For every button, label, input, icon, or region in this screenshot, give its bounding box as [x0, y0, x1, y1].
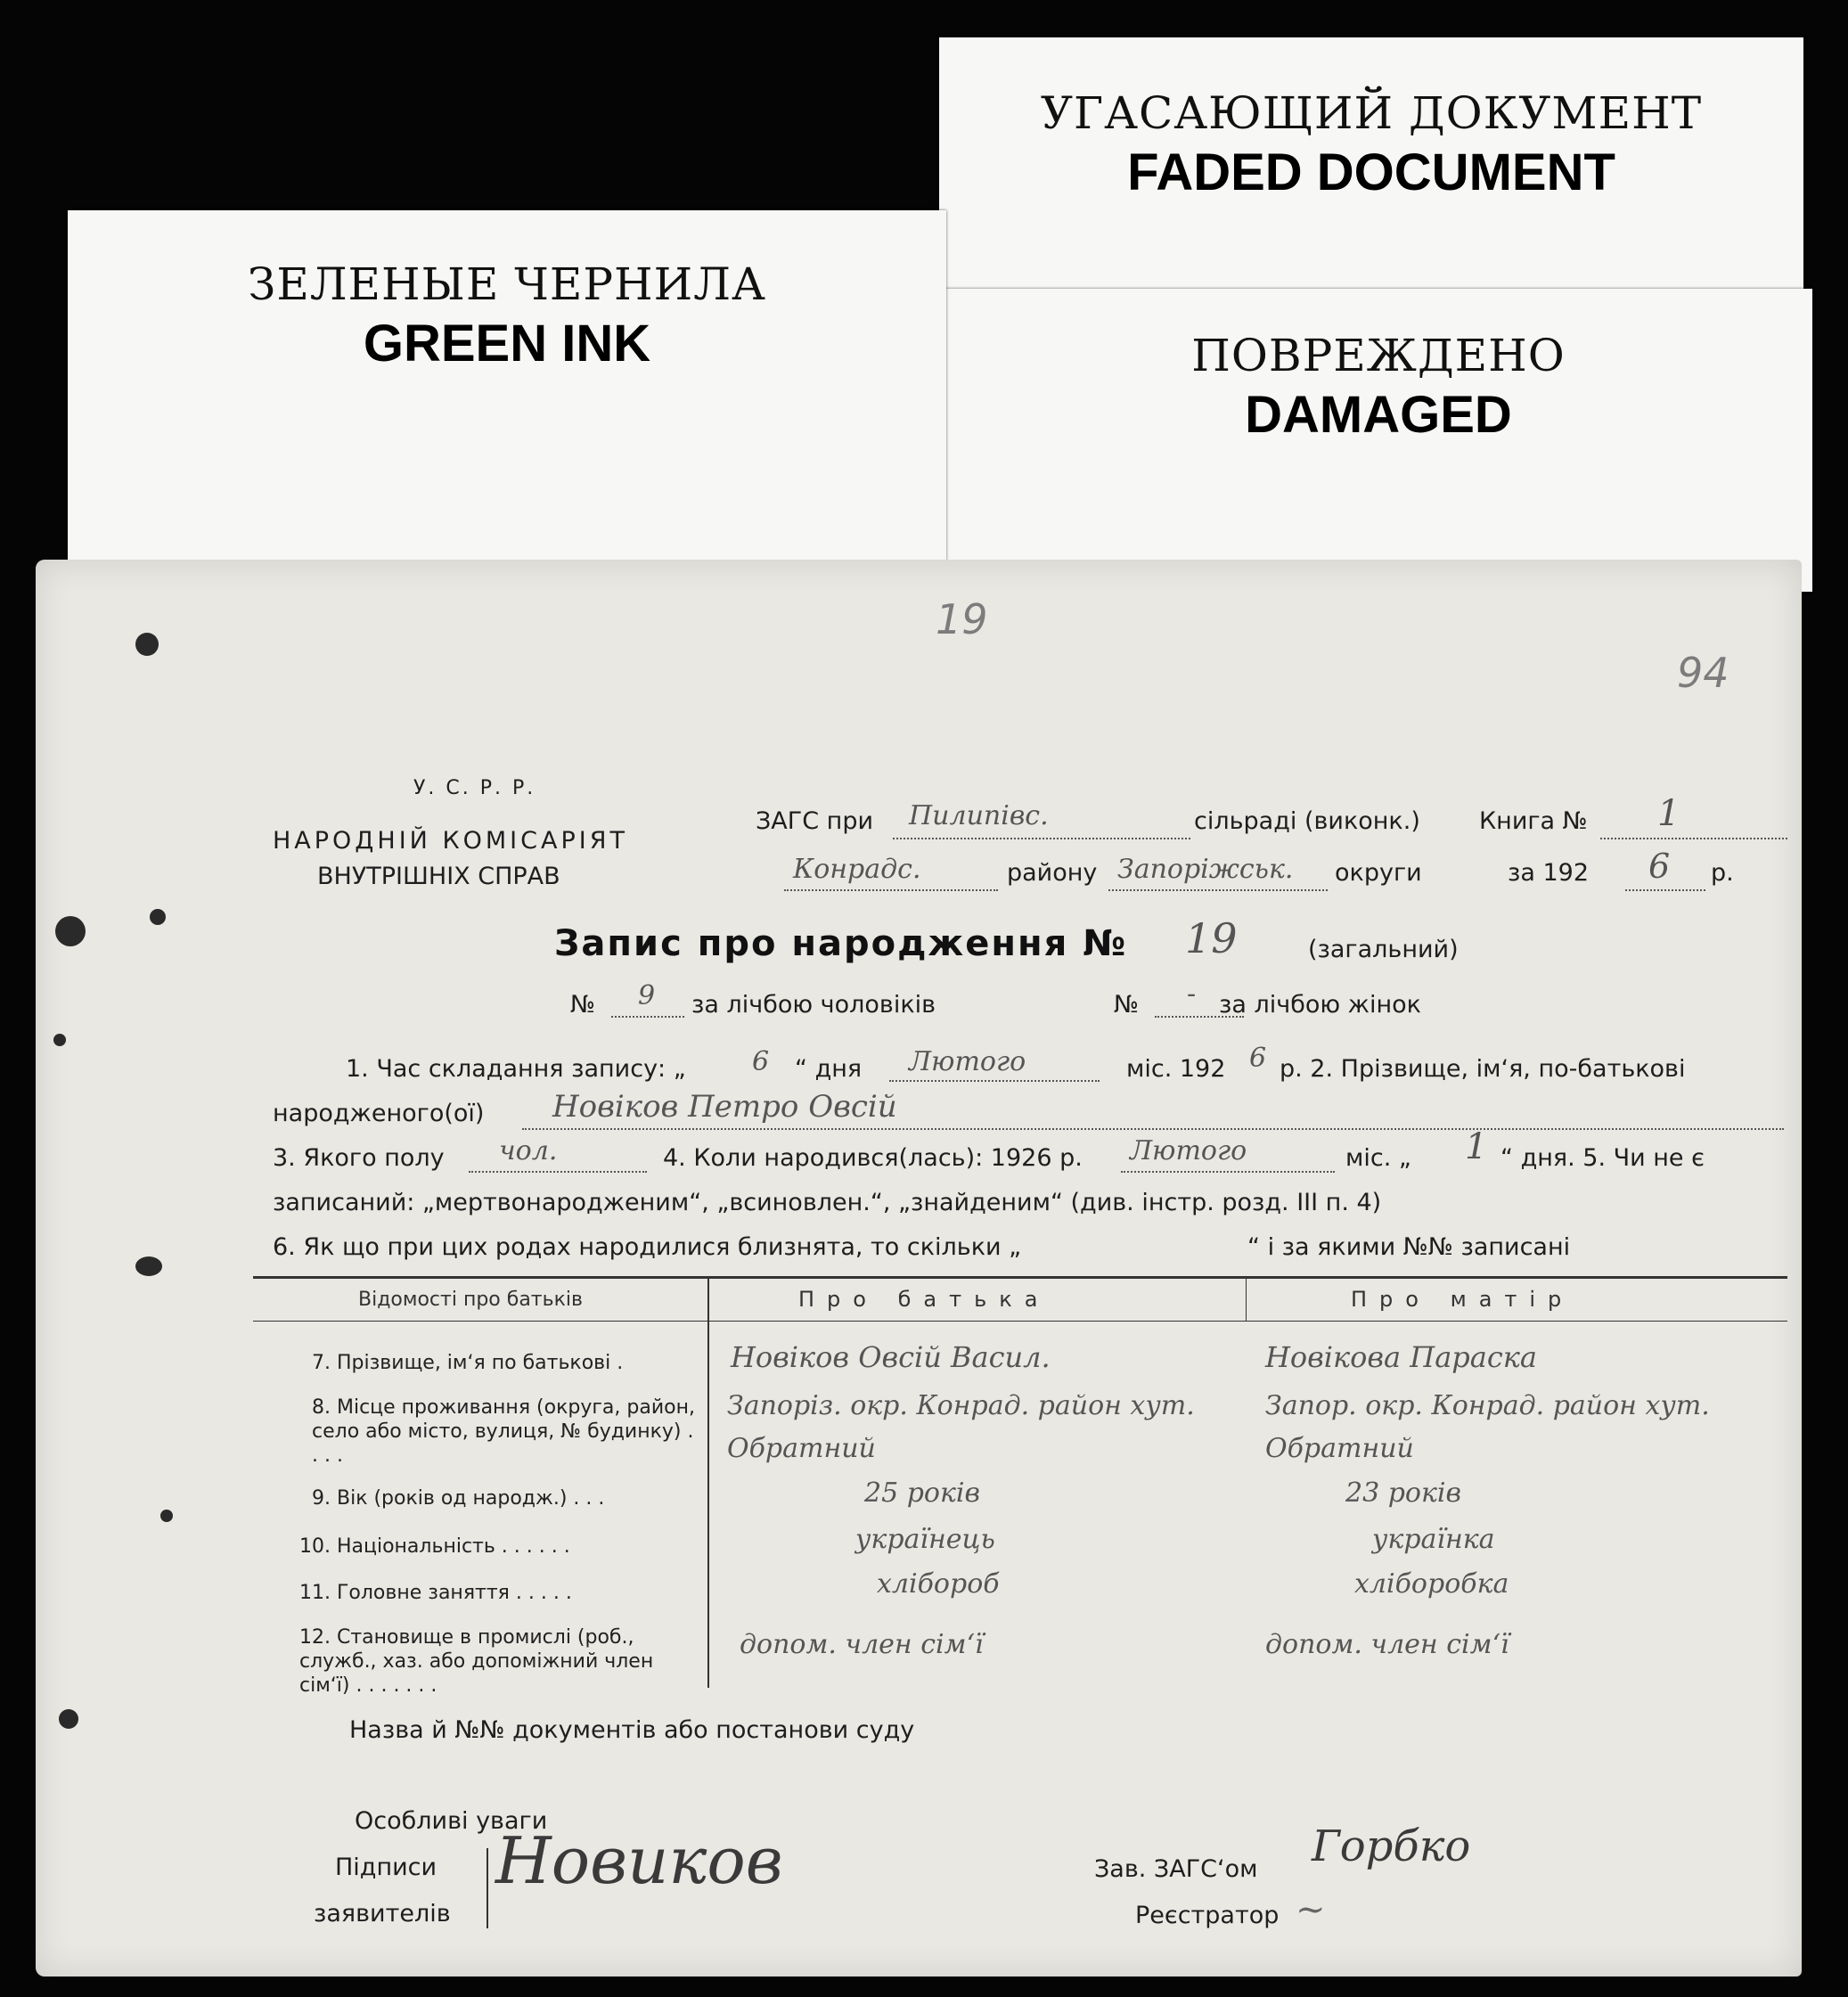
men-number: 9 — [638, 980, 656, 1011]
green-ink-card — [68, 210, 946, 585]
field4-day: 1 — [1465, 1126, 1488, 1167]
field6-tail: “ і за якими №№ записані — [1247, 1233, 1571, 1261]
field4-month: Лютого — [1130, 1135, 1247, 1166]
signature-bracket — [487, 1848, 488, 1928]
field2-line — [522, 1128, 1784, 1130]
women-no-label: № — [1114, 991, 1140, 1019]
table-header-rule — [253, 1321, 1787, 1322]
year-digit: 6 — [1648, 847, 1671, 886]
row8-mother: Запор. окр. Конрад. район хут. Обратний — [1265, 1390, 1710, 1464]
archive-number-top: 19 — [936, 595, 988, 643]
row12-label: 12. Становище в промислі (роб., служб., хаз. або допоміжний член сім‘ї) . . . . . . . — [299, 1626, 654, 1697]
damaged-card-en: DAMAGED — [1245, 386, 1512, 444]
zags-village-line — [893, 838, 1190, 839]
field4-tail: “ дня. 5. Чи не є — [1500, 1144, 1705, 1172]
binding-hole — [55, 916, 86, 946]
applicants-label: заявителів — [314, 1900, 451, 1927]
women-number: - — [1187, 978, 1197, 1010]
binding-hole — [135, 633, 159, 656]
field3-value: чол. — [499, 1135, 558, 1166]
field2-name: Новіков Петро Овсій — [552, 1089, 897, 1125]
men-number-line — [611, 1016, 684, 1018]
applicant-signature: Новиков — [495, 1823, 783, 1898]
archive-number-corner: 94 — [1677, 649, 1729, 697]
women-label: за лічбою жінок — [1219, 991, 1421, 1019]
year-suffix: р. — [1711, 859, 1734, 887]
row9-father: 25 років — [864, 1477, 980, 1509]
documents-label: Назва й №№ документів або постанови суду — [349, 1716, 915, 1744]
field1-day: 6 — [752, 1046, 770, 1077]
raion-line — [784, 889, 998, 891]
table-top-rule — [253, 1276, 1787, 1279]
row10-label: 10. Національність . . . . . . — [299, 1535, 570, 1558]
col-info-header: Відомості про батьків — [358, 1289, 583, 1311]
row12-father: допом. член сім‘ї — [740, 1629, 984, 1660]
field2-label: народженого(ої) — [273, 1100, 485, 1127]
record-general: (загальний) — [1308, 936, 1459, 963]
green-ink-card-en: GREEN INK — [363, 315, 651, 372]
col-mother-header: Про матір — [1351, 1287, 1574, 1312]
commissariat-line1: НАРОДНІЙ КОМІСАРІЯТ — [273, 827, 628, 855]
binding-hole — [59, 1709, 78, 1729]
okruha-value: Запоріжськ. — [1117, 854, 1294, 885]
zags-suffix: сільраді (виконк.) — [1194, 807, 1420, 835]
book-label: Книга № — [1479, 807, 1588, 835]
damaged-card — [944, 289, 1812, 592]
row12-mother: допом. член сім‘ї — [1265, 1629, 1509, 1660]
table-col-divider — [707, 1278, 709, 1688]
book-number-line — [1600, 838, 1787, 839]
row10-mother: українка — [1372, 1524, 1495, 1555]
zags-village: Пилипівс. — [909, 800, 1049, 831]
commissariat-line2: ВНУТРІШНІХ СПРАВ — [317, 863, 560, 890]
field1-tail: р. 2. Прізвище, ім‘я, по-батькові — [1280, 1055, 1686, 1083]
damaged-card-ru: ПОВРЕЖДЕНО — [1191, 330, 1566, 381]
okruha-line — [1108, 889, 1328, 891]
row7-label: 7. Прізвище, ім‘я по батькові . — [312, 1352, 624, 1374]
field4-mis: міс. „ — [1345, 1144, 1411, 1172]
raion-label: району — [1007, 859, 1098, 887]
faded-document-card — [939, 37, 1803, 314]
year-line — [1625, 889, 1705, 891]
head-signature: Горбко — [1312, 1821, 1471, 1871]
table-col-divider — [1246, 1278, 1247, 1321]
binding-hole — [53, 1034, 66, 1046]
field3-line — [469, 1171, 647, 1173]
binding-hole — [160, 1510, 173, 1522]
col-father-header: Про батька — [798, 1287, 1051, 1312]
field1-month-line — [889, 1080, 1100, 1082]
field4-month-line — [1121, 1171, 1335, 1173]
faded-card-ru: УГАСАЮЩИЙ ДОКУМЕНТ — [1040, 87, 1703, 139]
registrar-signature-scribble: ~ — [1296, 1889, 1326, 1930]
row8-father: Запоріз. окр. Конрад. район хут. Обратний — [727, 1390, 1195, 1464]
field5-line: записаний: „мертвонародженим“, „всиновлен.“, „знайденим“ (див. інстр. розд. III п. 4) — [273, 1189, 1382, 1216]
head-label: Зав. ЗАГС‘ом — [1094, 1855, 1258, 1883]
zags-prefix: ЗАГС при — [756, 807, 874, 835]
field1-day-suffix: “ дня — [795, 1055, 863, 1083]
registrar-label: Реєстратор — [1135, 1902, 1280, 1929]
men-no-label: № — [570, 991, 596, 1019]
binding-hole — [135, 1256, 162, 1276]
special-notes-label: Особливі уваги — [355, 1807, 548, 1835]
raion-value: Конрадс. — [793, 854, 921, 885]
field1-year-label: міс. 192 — [1126, 1055, 1226, 1083]
men-label: за лічбою чоловіків — [691, 991, 936, 1019]
signatures-label: Підписи — [335, 1854, 437, 1881]
row10-father: українець — [855, 1524, 995, 1555]
field4-label: 4. Коли народився(лась): 1926 р. — [663, 1144, 1083, 1172]
birth-record-page — [36, 560, 1802, 1977]
field1-month: Лютого — [909, 1046, 1026, 1077]
field3-label: 3. Якого полу — [273, 1144, 445, 1172]
record-title: Запис про народження № — [554, 923, 1128, 964]
book-number: 1 — [1657, 793, 1680, 834]
row7-father: Новіков Овсій Васил. — [731, 1340, 1051, 1374]
year-label: за 192 — [1508, 859, 1590, 887]
field1-year: 6 — [1249, 1043, 1267, 1074]
row11-mother: хліборобка — [1354, 1568, 1509, 1600]
record-number: 19 — [1185, 914, 1238, 962]
state-label: У. С. Р. Р. — [413, 777, 536, 799]
faded-card-en: FADED DOCUMENT — [1127, 143, 1615, 201]
row9-label: 9. Вік (років од народж.) . . . — [312, 1487, 605, 1510]
row8-label: 8. Місце проживання (округа, район, село або місто, вулиця, № будинку) . . . . — [312, 1396, 695, 1467]
field6-label: 6. Як що при цих родах народилися близнята, то скільки „ — [273, 1233, 1022, 1261]
row11-father: хлібороб — [877, 1568, 1000, 1600]
green-ink-card-ru: ЗЕЛЕНЫЕ ЧЕРНИЛА — [248, 258, 766, 310]
okruha-label: округи — [1335, 859, 1422, 887]
binding-hole — [150, 909, 166, 925]
row9-mother: 23 років — [1345, 1477, 1461, 1509]
row11-label: 11. Головне заняття . . . . . — [299, 1582, 572, 1604]
row7-mother: Новікова Параска — [1265, 1340, 1537, 1374]
field1-label: 1. Час складання запису: „ — [346, 1055, 686, 1083]
